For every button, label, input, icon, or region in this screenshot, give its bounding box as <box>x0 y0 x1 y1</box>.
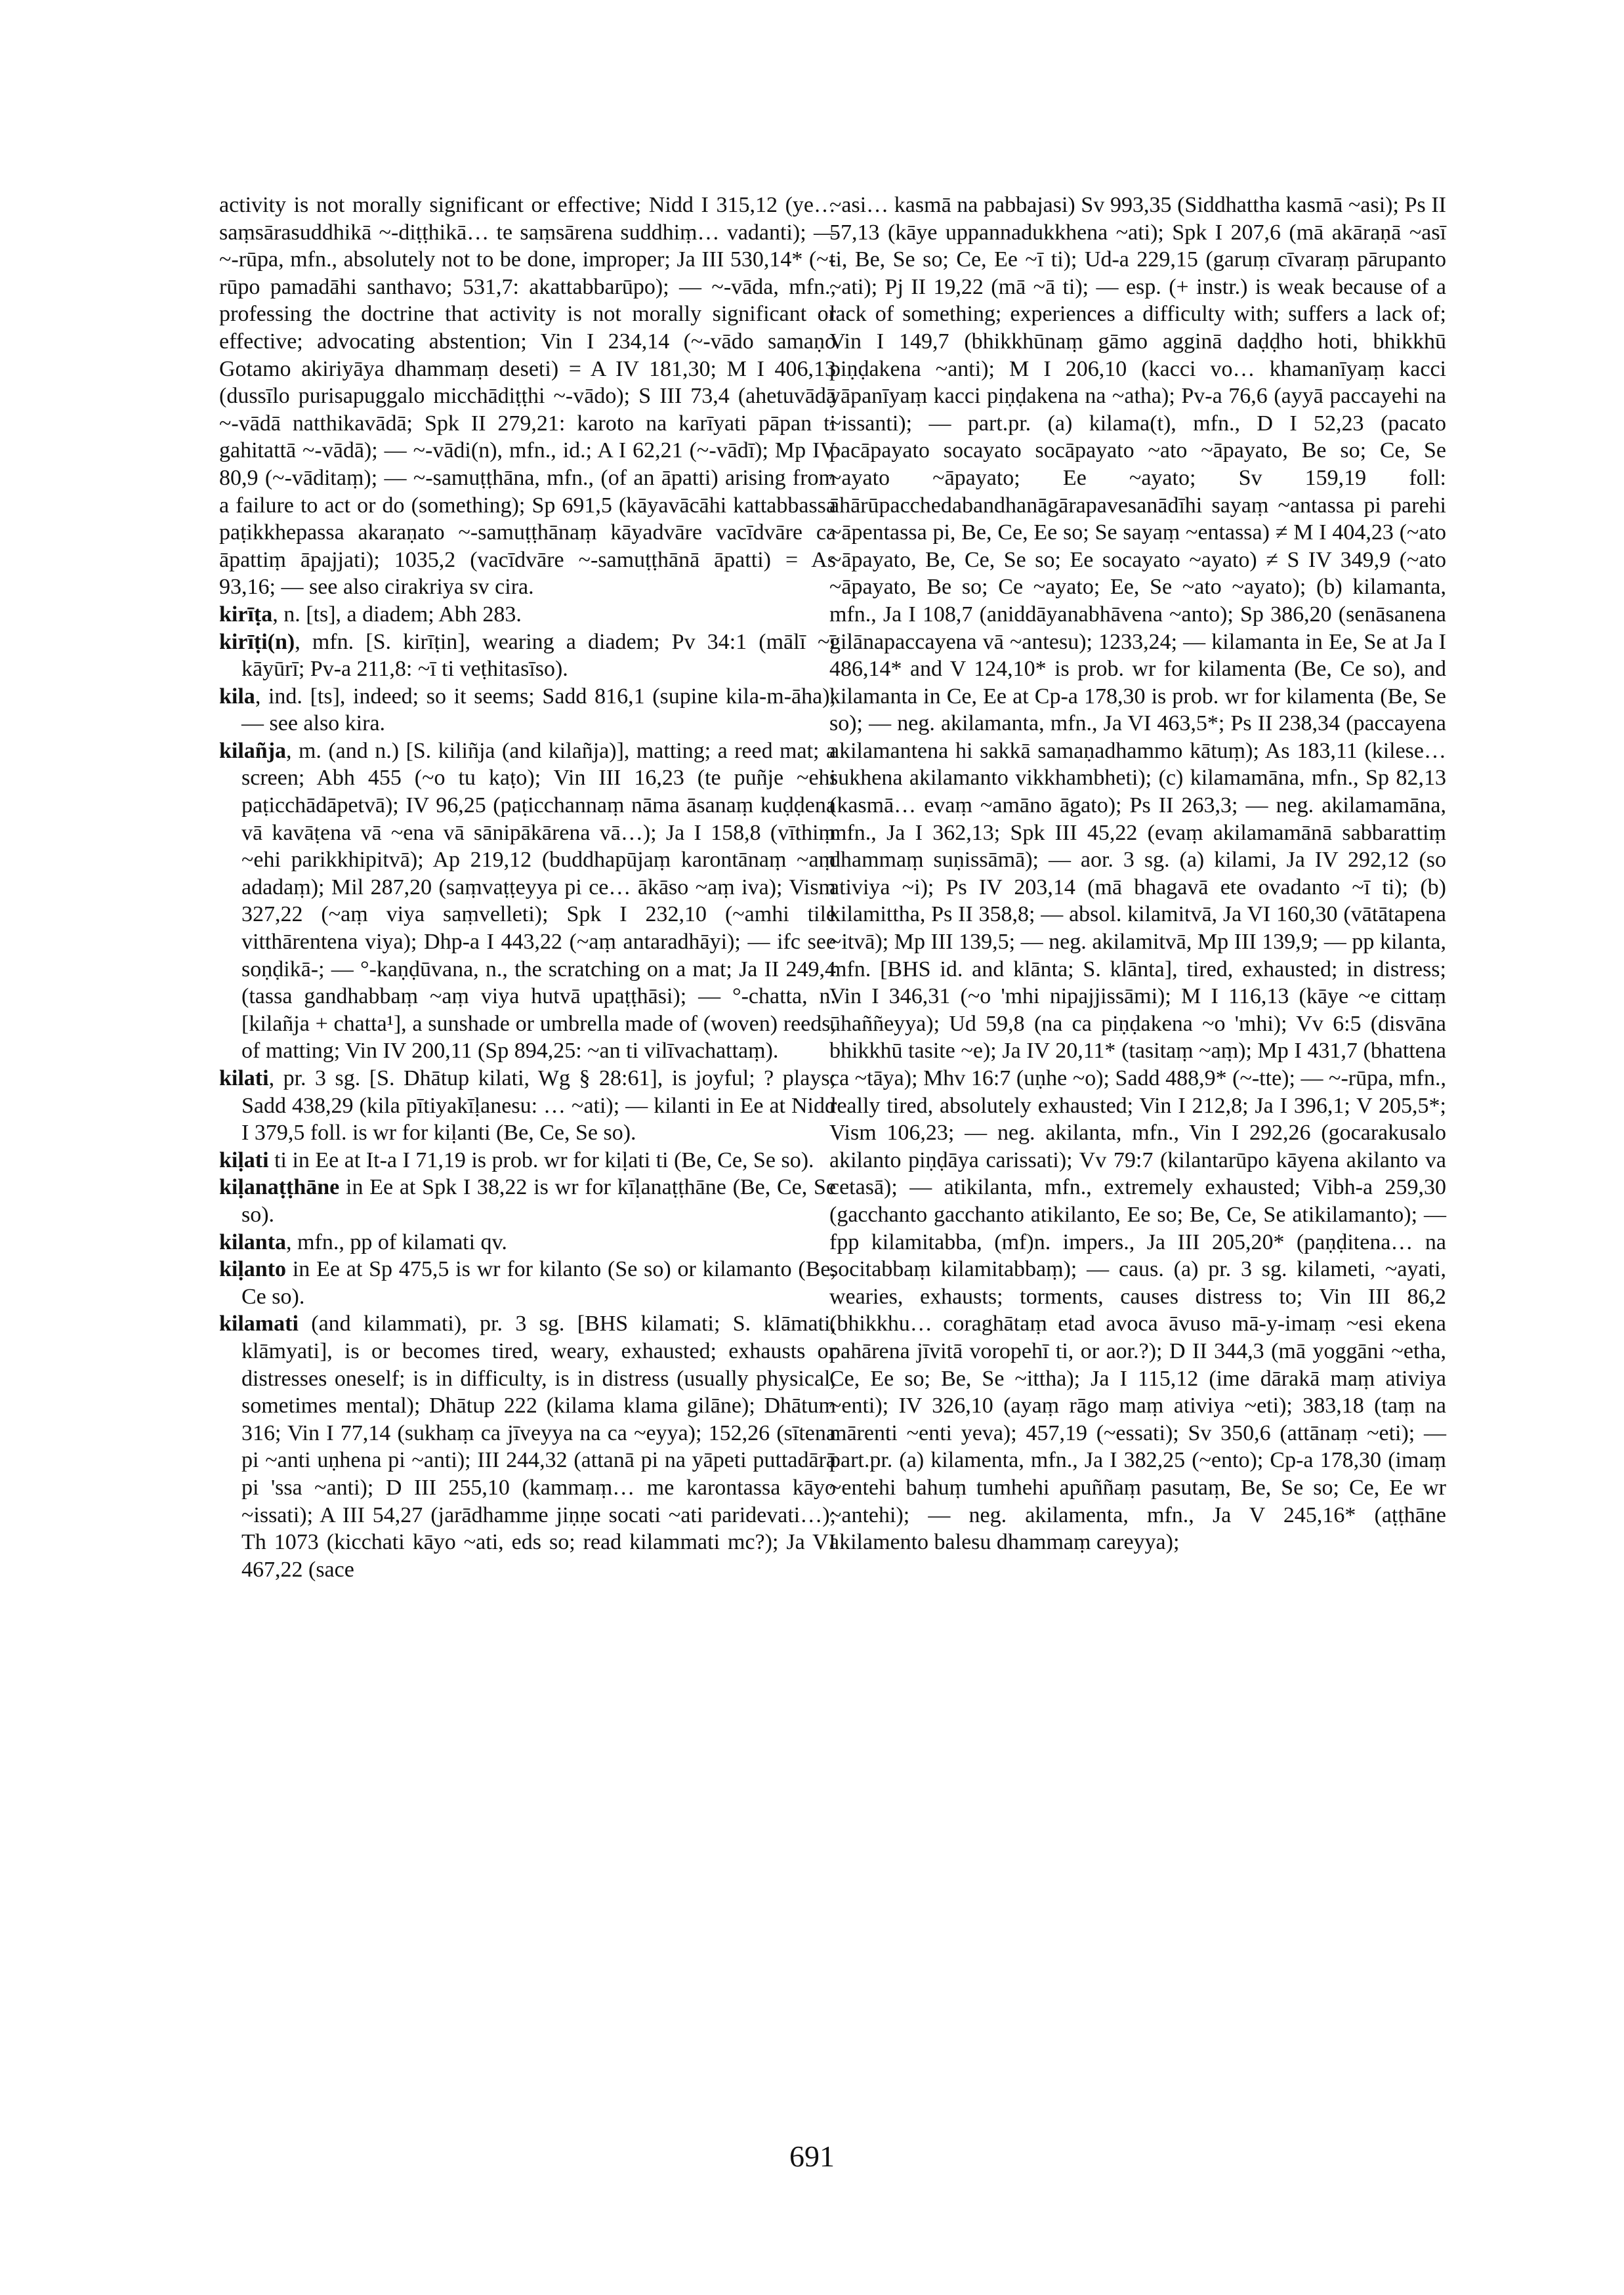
entry-kilamati-continued <box>829 192 1446 1556</box>
entry-text: , mfn. [S. kirīṭin], wearing a diadem; Pv 34:1 (mālī ~ī kāyūrī; Pv-a 211,8: ~ī ti veṭhitasīso). <box>241 629 836 682</box>
entry-text: , n. [ts], a diadem; Abh 283. <box>272 602 522 627</box>
entry-kilati <box>219 1065 836 1147</box>
entry-headword: kilanta <box>219 1230 287 1254</box>
entry-text: ti in Ee at It-a I 71,19 is prob. wr for kiḷati ti (Be, Ce, Se so). <box>268 1148 814 1172</box>
entry-headword: kirīṭa <box>219 602 273 627</box>
entry-text: , ind. [ts], indeed; so it seems; Sadd 816,1 (supine kila-m-āha); — see also kira. <box>241 684 836 736</box>
entry-text: activity is not morally significant or effective; Nidd I 315,12 (ye… saṃsārasuddhikā ~-diṭṭhikā… te saṃsārena suddhiṃ… vadanti); — ~-rūpa, mfn., absolutely not to be done, improper; Ja III 530,14* (~-rūpo pamadāhi santhavo; 531,7: akattabbarūpo); — ~-vāda, mfn., professing the doctrine that activity is not morally significant or effective; advocating abstention; Vin I 234,14 (~-vādo samaṇo Gotamo akiriyāya dhammaṃ deseti) = A IV 181,30; M I 406,13 (dussīlo purisapuggalo micchādiṭṭhi ~-vādo); S III 73,4 (ahetuvādā ~-vādā natthikavādā; Spk II 279,21: karoto na karīyati pāpan ti gahitattā ~-vādā); — ~-vādi(n), mfn., id.; A I 62,21 (~-vādī); Mp IV 80,9 (~-vāditaṃ); — ~-samuṭṭhāna, mfn., (of an āpatti) arising from a failure to act or do (something); Sp 691,5 (kāyavācāhi kattabbassa paṭikkhepassa akaraṇato ~-samuṭṭhānaṃ kāyadvāre vacīdvāre ca āpattiṃ āpajjati); 1035,2 (vacīdvāre ~-samuṭṭhānā āpatti) = As 93,16; — see also cirakriya sv cira. <box>219 193 836 600</box>
entry-headword: kiḷati <box>219 1148 269 1172</box>
entry-headword: kilamati <box>219 1312 299 1336</box>
entry-kilanta <box>219 1229 836 1256</box>
page-number: 691 <box>789 2140 835 2173</box>
entry-headword: kilati <box>219 1066 269 1090</box>
entry-headword: kilañja <box>219 738 287 763</box>
entry-kilanto <box>219 1256 836 1310</box>
entry-headword: kila <box>219 684 255 709</box>
entry-kilanatthane <box>219 1174 836 1228</box>
entry-kila <box>219 683 836 737</box>
entry-kilati-ti <box>219 1147 836 1174</box>
entry-kilanja <box>219 737 836 1065</box>
entry-text: , mfn., pp of kilamati qv. <box>286 1230 507 1254</box>
right-column <box>829 192 1446 1556</box>
entry-headword: kiḷanaṭṭhāne <box>219 1175 340 1200</box>
entry-headword: kiḷanto <box>219 1257 287 1282</box>
entry-continuation <box>219 192 836 601</box>
entry-kiriti <box>219 629 836 683</box>
entry-kirita <box>219 601 836 629</box>
entry-text: ~asi… kasmā na pabbajasi) Sv 993,35 (Siddhattha kasmā ~asi); Ps II 57,13 (kāye uppannadukkhena ~ati); Spk I 207,6 (mā akāraṇā ~asī ti, Be, Se so; Ce, Ee ~ī ti); Ud-a 229,15 (garuṃ cīvaraṃ pārupanto ~ati); Pj II 19,22 (mā ~ā ti); — esp. (+ instr.) is weak because of a lack of something; experiences a difficulty with; suffers a lack of; Vin I 149,7 (bhikkhūnaṃ gāmo agginā daḍḍho hoti, bhikkhū piṇḍakena ~anti); M I 206,10 (kacci vo… khamanīyaṃ kacci yāpanīyaṃ kacci piṇḍakena na ~atha); Pv-a 76,6 (ayyā paccayehi na ~issanti); — part.pr. (a) kilama(t), mfn., D I 52,23 (pacato pacāpayato socayato socāpayato ~ato ~āpayato, Be so; Ce, Se ~ayato ~āpayato; Ee ~ayato; Sv 159,19 foll: āhārūpacchedabandhanāgārapavesanādīhi sayaṃ ~antassa pi parehi ~āpentassa pi, Be, Ce, Ee so; Se sayaṃ ~entassa) ≠ M I 404,23 (~ato ~āpayato, Be, Ce, Se so; Ee socayato ~ayato) ≠ S IV 349,9 (~ato ~āpayato, Be so; Ce ~ayato; Ee, Se ~ato ~ayato); (b) kilamanta, mfn., Ja I 108,7 (aniddāyanabhāvena ~anto); Sp 386,20 (senāsanena gilānapaccayena vā ~antesu); 1233,24; — kilamanta in Ee, Se at Ja I 486,14* and V 124,10* is prob. wr for kilamenta (Be, Ce so), and kilamanta in Ce, Ee at Cp-a 178,30 is prob. wr for kilamenta (Be, Se so); — neg. akilamanta, mfn., Ja VI 463,5*; Ps II 238,34 (paccayena akilamantena hi sakkā samaṇadhammo kātuṃ); As 183,11 (kilese… sukhena akilamanto vikkhambheti); (c) kilamamāna, mfn., Sp 82,13 (kasmā… evaṃ ~amāno āgato); Ps II 263,3; — neg. akilamamāna, mfn., Ja I 362,13; Spk III 45,22 (evaṃ akilamamānā sabbarattiṃ dhammaṃ suṇissāmā); — aor. 3 sg. (a) kilami, Ja IV 292,12 (so ativiya ~i); Ps IV 203,14 (mā bhagavā ete ovadanto ~ī ti); (b) kilamittha, Ps II 358,8; — absol. kilamitvā, Ja VI 160,30 (vātātapena ~itvā); Mp III 139,5; — neg. akilamitvā, Mp III 139,9; — pp kilanta, mfn. [BHS id. and klānta; S. klānta], tired, exhausted; in distress; Vin I 346,31 (~o 'mhi nipajjissāmi); M I 116,13 (kāye ~e cittaṃ ūhaññeyya); Ud 59,8 (na ca piṇḍakena ~o 'mhi); Vv 6:5 (disvāna bhikkhū tasite ~e); Ja IV 20,11* (tasitaṃ ~aṃ); Mp I 431,7 (bhattena ca ~tāya); Mhv 16:7 (uṇhe ~o); Sadd 488,9* (~-tte); — ~-rūpa, mfn., really tired, absolutely exhausted; Vin I 212,8; Ja I 396,1; V 205,5*; Vism 106,23; — neg. akilanta, mfn., Vin I 292,26 (gocarakusalo akilanto piṇḍāya carissati); Vv 79:7 (kilantarūpo kāyena akilanto va cetasā); — atikilanta, mfn., extremely exhausted; Vibh-a 259,30 (gacchanto gacchanto atikilanto, Ee so; Be, Ce, Se atikilamanto); — fpp kilamitabba, (mf)n. impers., Ja III 205,20* (paṇḍitena… na socitabbaṃ kilamitabbaṃ); — caus. (a) pr. 3 sg. kilameti, ~ayati, wearies, exhausts; torments, causes distress to; Vin III 86,2 (bhikkhu… coraghātaṃ etad avoca āvuso mā-y-imaṃ ~esi ekena pahārena jīvitā voropehī ti, or aor.?); D II 344,3 (mā yoggāni ~etha, Ce, Ee so; Be, Se ~ittha); Ja I 115,12 (ime dārakā maṃ ativiya ~enti); IV 326,10 (ayaṃ rāgo maṃ ativiya ~eti); 383,18 (taṃ na mārenti ~enti yeva); 457,19 (~essati); Sv 350,6 (attānaṃ ~eti); — part.pr. (a) kilamenta, mfn., Ja I 382,25 (~ento); Cp-a 178,30 (imaṃ ~entehi bahuṃ tumhehi apuññaṃ pasutaṃ, Be, Se so; Ce, Ee wr ~antehi); — neg. akilamenta, mfn., Ja V 245,16* (aṭṭhāne akilamento balesu dhammaṃ careyya); <box>829 193 1446 1555</box>
entry-text: , m. (and n.) [S. kiliñja (and kilañja)], matting; a reed mat; a screen; Abh 455 (~o tu kaṭo); Vin III 16,23 (te puñje ~ehi paṭicchādāpetvā); IV 96,25 (paṭicchannaṃ nāma āsanaṃ kuḍḍena vā kavāṭena vā ~ena vā sānipākārena vā…); Ja I 158,8 (vīthiṃ ~ehi parikkhipitvā); Ap 219,12 (buddhapūjaṃ karontānaṃ ~aṃ adadaṃ); Mil 287,20 (saṃvaṭṭeyya pi ce… ākāso ~aṃ iva); Vism 327,22 (~aṃ viya saṃvelleti); Spk I 232,10 (~amhi tile vitthārentena viya); Dhp-a I 443,22 (~aṃ antaradhāyi); — ifc see soṇḍikā-; — °-kaṇḍūvana, n., the scratching on a mat; Ja II 249,4 (tassa gandhabbaṃ ~aṃ viya hutvā upaṭṭhāsi); — °-chatta, n. [kilañja + chatta¹], a sunshade or umbrella made of (woven) reeds, of matting; Vin IV 200,11 (Sp 894,25: ~an ti vilīvachattaṃ). <box>241 738 836 1064</box>
left-column <box>219 192 836 1583</box>
entry-text: in Ee at Spk I 38,22 is wr for kīḷanaṭṭhāne (Be, Ce, Se so). <box>241 1175 836 1227</box>
entry-text: , pr. 3 sg. [S. Dhātup kilati, Wg § 28:61], is joyful; ? plays; Sadd 438,29 (kila pītiyakīḷanesu: … ~ati); — kilanti in Ee at Nidd I 379,5 foll. is wr for kiḷanti (Be, Ce, Se so). <box>241 1066 836 1146</box>
entry-headword: kirīṭi(n) <box>219 629 295 654</box>
entry-kilamati <box>219 1310 836 1583</box>
entry-text: in Ee at Sp 475,5 is wr for kilanto (Se so) or kilamanto (Be, Ce so). <box>241 1257 836 1309</box>
entry-text: (and kilammati), pr. 3 sg. [BHS kilamati; S. klāmati, klāmyati], is or becomes tired, weary, exhausted; exhausts or distresses oneself; is in difficulty, is in distress (usually physical, sometimes mental); Dhātup 222 (kilama klama gilāne); Dhātum 316; Vin I 77,14 (sukhaṃ ca jīveyya na ca ~eyya); 152,26 (sītena pi ~anti uṇhena pi ~anti); III 244,32 (attanā pi na yāpeti puttadārā pi 'ssa ~anti); D III 255,10 (kammaṃ… me karontassa kāyo ~issati); A III 54,27 (jarādhamme jiṇṇe socati ~ati paridevati…); Th 1073 (kicchati kāyo ~ati, eds so; read kilammati mc?); Ja VI 467,22 (sace <box>241 1312 836 1582</box>
